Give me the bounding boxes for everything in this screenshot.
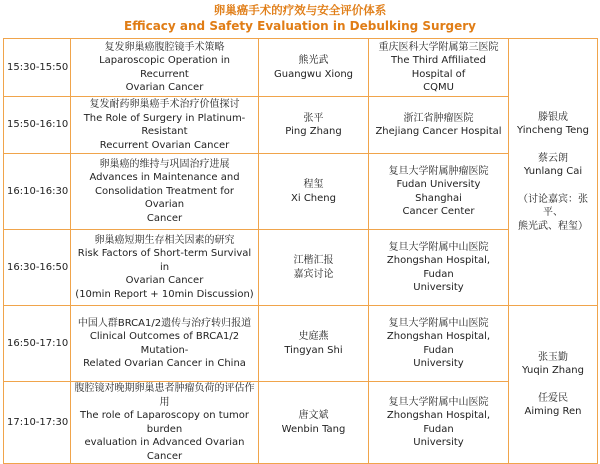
time-cell: 15:50-16:10 xyxy=(4,97,71,154)
time-cell: 16:50-17:10 xyxy=(4,306,71,382)
chair-line: 任爱民 xyxy=(538,392,568,404)
topic-cell xyxy=(71,39,259,97)
hospital-line: 浙江省肿瘤医院 xyxy=(403,112,474,124)
hospital-line: CQMU xyxy=(423,82,454,93)
hospital-line: University xyxy=(413,358,464,369)
topic-line: Ovarian Cancer xyxy=(125,82,204,93)
chair-line: 滕银成 xyxy=(538,111,568,123)
topic-line: Cancer xyxy=(146,212,183,224)
speaker-cell xyxy=(259,382,369,464)
chair-cell xyxy=(509,39,598,306)
topic-line: 复发卵巢癌腹腔镜手术策略 xyxy=(104,41,225,53)
speaker-line: 唐文斌 xyxy=(298,410,329,421)
time-cell: 15:30-15:50 xyxy=(4,39,71,97)
hospital-cell xyxy=(369,97,509,154)
topic-line: The Role of Surgery in Platinum-Resistant xyxy=(83,112,246,137)
hospital-line: 复旦大学附属中山医院 xyxy=(388,317,489,329)
chair-spacer xyxy=(512,138,594,152)
topic-line: Related Ovarian Cancer in China xyxy=(83,358,246,369)
topic-cell xyxy=(71,97,259,154)
session-title-chinese: 卵巢癌手术的疗效与安全评价体系 xyxy=(213,3,387,17)
hospital-cell xyxy=(369,39,509,97)
speaker-line: Guangwu Xiong xyxy=(273,68,354,80)
hospital-line: Zhongshan Hospital, Fudan xyxy=(386,331,491,356)
chair-line: Yincheng Teng xyxy=(517,125,589,137)
hospital-line: 复旦大学附属中山医院 xyxy=(388,241,489,253)
schedule-row xyxy=(4,306,598,382)
topic-line: 腹腔镜对晚期卵巢患者肿瘤负荷的评估作用 xyxy=(74,383,255,408)
chair-cell xyxy=(509,306,598,464)
hospital-line: Fudan University Shanghai xyxy=(396,179,481,204)
topic-line: 卵巢癌的维持与巩固治疗进展 xyxy=(99,158,230,170)
speaker-line: Tingyan Shi xyxy=(284,344,343,356)
speaker-line: Ping Zhang xyxy=(285,126,342,137)
speaker-line: 江楷汇报 xyxy=(293,255,334,266)
schedule-row xyxy=(4,154,598,230)
topic-line: Ovarian Cancer xyxy=(125,275,204,287)
chair-line: 熊光武、程玺） xyxy=(518,220,588,232)
hospital-cell xyxy=(369,230,509,306)
topic-cell xyxy=(71,154,259,230)
hospital-line: 复旦大学附属中山医院 xyxy=(388,396,489,408)
hospital-line: 复旦大学附属肿瘤医院 xyxy=(388,165,489,177)
topic-line: Recurrent Ovarian Cancer xyxy=(99,139,230,151)
speaker-cell xyxy=(259,97,369,154)
speaker-line: Xi Cheng xyxy=(291,192,336,204)
speaker-line: 张平 xyxy=(303,112,324,124)
speaker-cell xyxy=(259,39,369,97)
hospital-line: Zhongshan Hospital, Fudan xyxy=(386,410,491,435)
chair-spacer xyxy=(512,378,594,392)
time-cell: 16:30-16:50 xyxy=(4,230,71,306)
chair-line: Yunlang Cai xyxy=(523,166,583,178)
schedule-row xyxy=(4,230,598,306)
hospital-line: Zhongshan Hospital, Fudan xyxy=(386,255,491,280)
topic-cell xyxy=(71,230,259,306)
session-title-english: Efficacy and Safety Evaluation in Debulking Surgery xyxy=(124,19,476,33)
chair-line: Yuqin Zhang xyxy=(522,365,584,376)
topic-line: The role of Laparoscopy on tumor burden xyxy=(79,410,250,435)
topic-line: (10min Report + 10min Discussion) xyxy=(75,288,254,300)
time-cell: 17:10-17:30 xyxy=(4,382,71,464)
chair-spacer xyxy=(512,179,594,193)
speaker-line: 熊光武 xyxy=(298,55,329,66)
chair-line: 蔡云朗 xyxy=(538,152,568,164)
topic-line: Consolidation Treatment for Ovarian xyxy=(95,185,234,211)
speaker-cell xyxy=(259,306,369,382)
schedule-row xyxy=(4,39,598,97)
topic-cell xyxy=(71,382,259,464)
topic-line: evaluation in Advanced Ovarian Cancer xyxy=(84,437,245,462)
hospital-cell xyxy=(369,306,509,382)
hospital-cell xyxy=(369,382,509,464)
speaker-cell xyxy=(259,230,369,306)
topic-line: Clinical Outcomes of BRCA1/2 Mutation- xyxy=(89,331,240,356)
speaker-line: 程玺 xyxy=(303,179,324,190)
hospital-cell xyxy=(369,154,509,230)
speaker-cell xyxy=(259,154,369,230)
topic-line: 复发耐药卵巢癌手术治疗价值探讨 xyxy=(89,99,240,110)
hospital-line: Cancer Center xyxy=(402,206,475,217)
schedule-table xyxy=(3,38,598,464)
hospital-line: Zhejiang Cancer Hospital xyxy=(375,126,502,137)
hospital-line: 重庆医科大学附属第三医院 xyxy=(378,41,499,53)
speaker-line: Wenbin Tang xyxy=(281,423,346,435)
time-cell: 16:10-16:30 xyxy=(4,154,71,230)
hospital-line: University xyxy=(413,282,464,293)
schedule-row xyxy=(4,382,598,464)
schedule-row xyxy=(4,97,598,154)
hospital-line: University xyxy=(413,437,464,448)
chair-line: Aiming Ren xyxy=(524,406,582,417)
chair-line: 张玉勤 xyxy=(538,351,568,363)
speaker-line: 史庭燕 xyxy=(298,331,329,342)
hospital-line: The Third Affiliated Hospital of xyxy=(390,55,487,80)
topic-line: Risk Factors of Short-term Survival in xyxy=(77,248,252,273)
page-header xyxy=(0,0,600,38)
topic-line: Laparoscopic Operation in Recurrent xyxy=(99,55,230,80)
topic-line: 卵巢癌短期生存相关因素的研究 xyxy=(94,234,235,246)
chair-line: （讨论嘉宾：张平、 xyxy=(518,193,588,219)
topic-line: Advances in Maintenance and xyxy=(89,172,240,184)
topic-line: 中国人群BRCA1/2遗传与治疗转归报道 xyxy=(77,317,252,329)
speaker-line: 嘉宾讨论 xyxy=(293,268,334,280)
topic-cell xyxy=(71,306,259,382)
